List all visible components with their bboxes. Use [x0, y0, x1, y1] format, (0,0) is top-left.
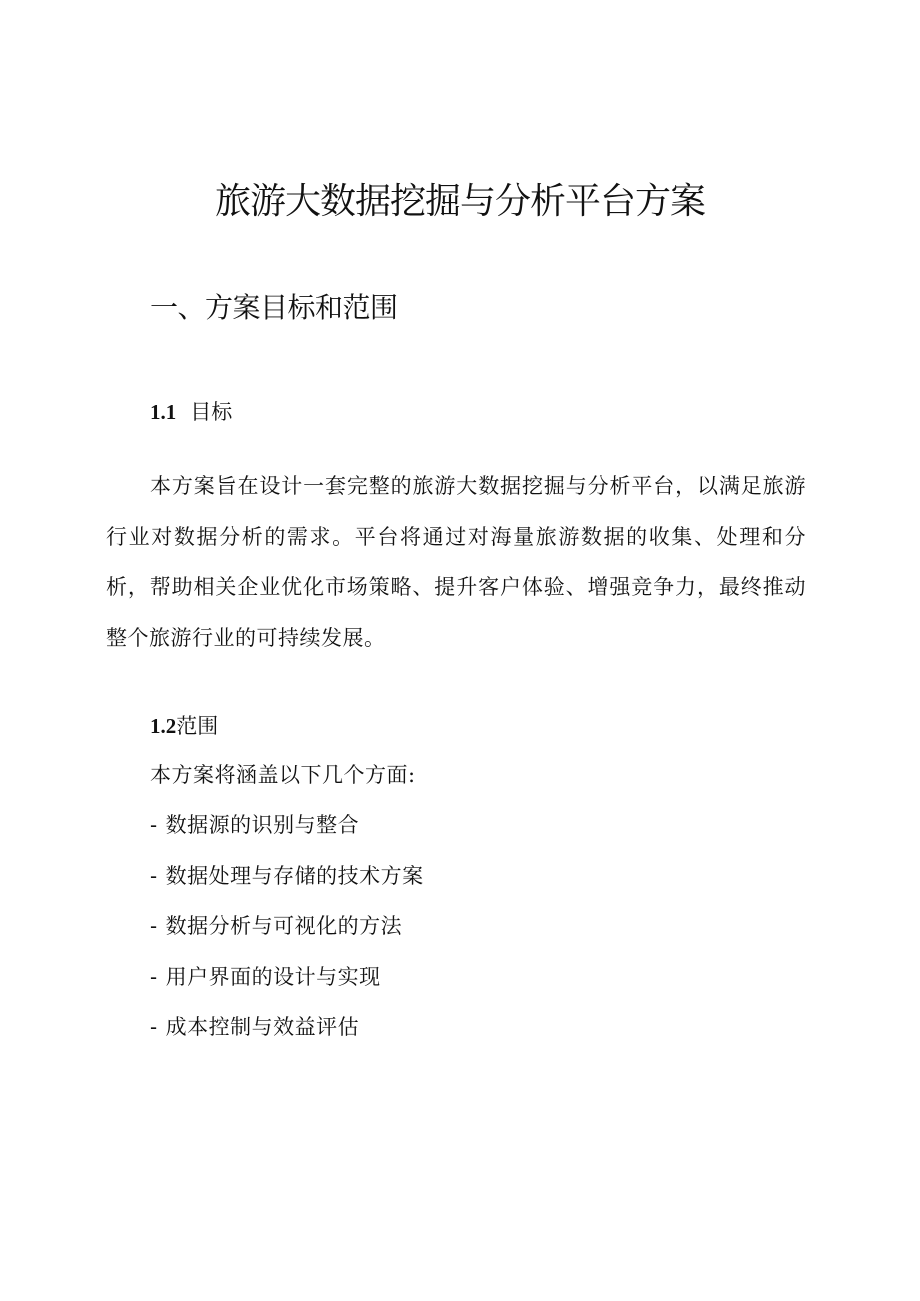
subsection-heading-goal — [150, 397, 232, 427]
goal-paragraph: 本方案旨在设计一套完整的旅游大数据挖掘与分析平台，以满足旅游行业对数据分析的需求。平台将通过对海量旅游数据的收集、处理和分析，帮助相关企业优化市场策略、提升客户体验、增强竞争力，最终推动整个旅游行业的可持续发展。 — [106, 474, 806, 650]
list-dash: - — [150, 964, 158, 989]
section-heading-goals-scope: 一、方案目标和范围 — [150, 291, 398, 324]
scope-intro: 本方案将涵盖以下几个方面: — [150, 763, 416, 787]
subsection-heading-scope — [150, 711, 218, 741]
list-item — [150, 1012, 424, 1063]
list-dash: - — [150, 1015, 158, 1039]
list-dash: - — [150, 863, 158, 888]
list-item — [150, 861, 424, 912]
subsection-label: 目标 — [190, 400, 233, 424]
subsection-number: 1.1 — [150, 400, 177, 424]
list-item-text: 成本控制与效益评估 — [165, 1015, 360, 1039]
subsection-number: 1.2 — [150, 714, 177, 738]
subsection-label: 范围 — [176, 714, 219, 738]
list-item — [150, 810, 424, 861]
list-item-text: 数据分析与可视化的方法 — [165, 914, 403, 938]
scope-list — [150, 810, 424, 1063]
list-item-text: 数据源的识别与整合 — [165, 813, 360, 837]
list-item-text: 数据处理与存储的技术方案 — [165, 863, 424, 888]
list-dash: - — [150, 914, 158, 938]
list-item-text: 用户界面的设计与实现 — [165, 964, 381, 989]
document-title: 旅游大数据挖掘与分析平台方案 — [214, 181, 705, 222]
list-dash: - — [150, 813, 158, 837]
list-item — [150, 962, 424, 1013]
list-item — [150, 911, 424, 962]
